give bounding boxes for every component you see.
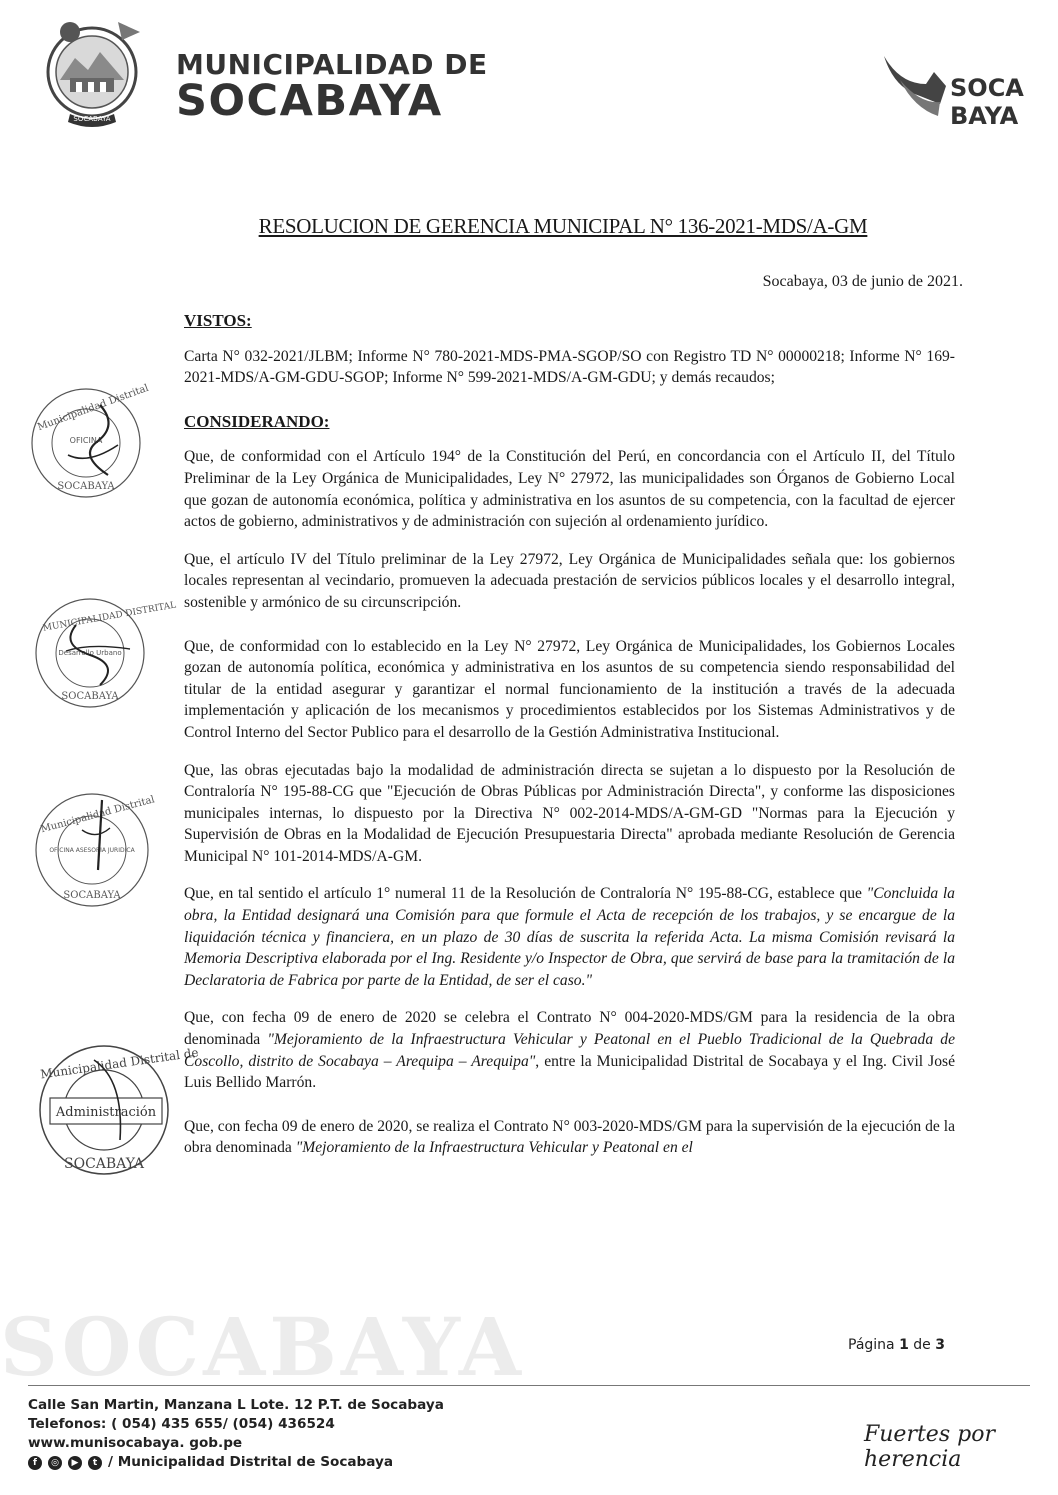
stamp-2-center-text: Desarrollo Urbano <box>58 649 122 657</box>
footer-address: Calle San Martin, Manzana L Lote. 12 P.T. de Socabaya <box>28 1397 444 1413</box>
stamp-oficina <box>28 382 151 501</box>
considerando-paragraph-2: Que, el artículo IV del Título preliminar de la Ley 27972, Ley Orgánica de Municipalidades señala que: los gobiernos locales representan al vecindario, promueven la adecuada prestación de servicios públicos locales y el desarrollo integral, sostenible y armónico de su circunscripción. <box>184 550 955 611</box>
stamp-3-bottom-text: SOCABAYA <box>63 890 121 901</box>
stamp-1-center-text: OFICINA <box>69 436 103 445</box>
p5-quote: "Concluida la obra, la Entidad designará una Comisión para que formule el Acta de recepción de los trabajos, y se encargue de la liquidación técnica y financiera, en un plazo de 30 días de suscrita la referida Acta. La misma Comisión revisará la Memoria Descriptiva elaborada por el Ing. Residente y/o Inspector de Obra, que servirá de base para la tramitación de la Declaratoria de Fabrica por parte de la Entidad, de ser el caso." <box>184 885 955 989</box>
p6-text-b: , entre la Municipalidad Distrital de Socabaya y el Ing. Civil José Luis Bellido Marrón. <box>184 1052 955 1092</box>
instagram-icon[interactable]: ◎ <box>48 1456 62 1470</box>
youtube-icon[interactable]: ▶ <box>68 1456 82 1470</box>
brand-line-2: SOCABAYA <box>176 76 443 126</box>
right-logo-line-1: SOCA <box>950 74 1024 102</box>
considerando-paragraph-5 <box>184 883 955 991</box>
footer-contact <box>28 1396 444 1472</box>
stamp-1-bottom-text: SOCABAYA <box>57 481 115 492</box>
stamp-3-center-text: OFICINA ASESORIA JURIDICA <box>49 847 135 854</box>
facebook-icon[interactable]: f <box>28 1456 42 1470</box>
stamp-4-center-text: Administración <box>55 1105 157 1120</box>
considerando-paragraph-6 <box>184 1007 955 1093</box>
socabaya-bull-logo <box>880 42 1024 142</box>
p5-lead: Que, en tal sentido el artículo 1° numeral 11 de la Resolución de Contraloría N° 195-88-CG, establece que <box>184 885 862 903</box>
slogan-text: Fuertes por herencia <box>864 1422 995 1472</box>
vistos-paragraph: Carta N° 032-2021/JLBM; Informe N° 780-2021-MDS-PMA-SGOP/SO con Registro TD N° 00000218; Informe N° 169-2021-MDS/A-GM-GDU-SGOP; Informe N° 599-2021-MDS/A-GM-GDU; y demás recaudos; <box>184 347 955 387</box>
document-body <box>184 310 955 1175</box>
seal-ribbon-text: SOCABAYA <box>73 115 111 123</box>
p6-project-name: "Mejoramiento de la Infraestructura Vehicular y Peatonal en el Pueblo Tradicional de la Quebrada de Coscollo, distrito de Socabaya – Arequipa – Arequipa" <box>184 1031 956 1070</box>
stamp-1-ring-text: Municipalidad Distrital <box>36 382 151 434</box>
considerando-paragraph-4: Que, las obras ejecutadas bajo la modalidad de administración directa se sujetan a lo dispuesto por la Resolución de Contraloría N° 195-88-CG que "Ejecución de Obras Públicas por Administración Directa", y conforme las disposiciones municipales internas, lo dispuesto por la Directiva N° 002-2014-MDS/A-GM-GD "Normas para la Ejecución y Supervisión de Obras en la Modalidad de Ejecución Presupuestaria Directa" aprobada mediante Resolución de Gerencia Municipal N° 101-2014-MDS/A-GM. <box>184 761 955 865</box>
watermark-text: SOCABAYA <box>0 1300 525 1394</box>
page-label: Página <box>848 1337 900 1353</box>
considerando-paragraph-7 <box>184 1116 955 1159</box>
stamp-administracion <box>24 1040 200 1180</box>
municipal-seal-logo <box>30 10 160 135</box>
social-label: / Municipalidad Distrital de Socabaya <box>108 1454 394 1470</box>
stamp-desarrollo-urbano <box>30 595 177 711</box>
resolution-date: Socabaya, 03 de junio de 2021. <box>762 273 963 290</box>
considerando-heading: CONSIDERANDO: <box>184 411 330 431</box>
stamp-asesoria-juridica <box>32 790 154 912</box>
p7-project-name: "Mejoramiento de la Infraestructura Vehicular y Peatonal en el <box>295 1139 693 1157</box>
stamp-4-ring-text: Municipalidad Distrital de <box>39 1045 200 1082</box>
footer-divider <box>28 1385 1030 1386</box>
stamp-4-bottom-text: SOCABAYA <box>64 1156 144 1172</box>
page-total: 3 <box>935 1337 945 1353</box>
page-number <box>848 1337 945 1353</box>
twitter-icon[interactable]: t <box>88 1456 102 1470</box>
footer-phones: Telefonos: ( 054) 435 655/ (054) 436524 <box>28 1416 335 1432</box>
stamp-2-bottom-text: SOCABAYA <box>61 691 119 702</box>
p7-text-a: Que, con fecha 09 de enero de 2020, se realiza el Contrato N° 003-2020-MDS/GM para la supervisión de la ejecución de la obra denominada <box>184 1117 955 1157</box>
page-sep: de <box>908 1337 936 1353</box>
stamp-3-ring-text: Municipalidad Distrital <box>39 794 156 836</box>
stamp-2-ring-text: MUNICIPALIDAD DISTRITAL <box>42 600 177 634</box>
page-current: 1 <box>899 1337 909 1353</box>
resolution-title: RESOLUCION DE GERENCIA MUNICIPAL N° 136-2021-MDS/A-GM <box>258 214 868 238</box>
municipality-brand <box>176 48 488 126</box>
considerando-paragraph-1: Que, de conformidad con el Artículo 194° de la Constitución del Perú, en concordancia con el Artículo II, del Título Preliminar de la Ley Orgánica de Municipalidades, Ley N° 27972, las municipalidades son Órganos de Gobierno Local que gozan de autonomía económica, política y administrativa en los asuntos de su competencia, con la facultad de ejercer actos de gobierno, administrativos y de administración con sujeción al ordenamiento jurídico. <box>184 448 955 531</box>
p6-text-a: Que, con fecha 09 de enero de 2020 se celebra el Contrato N° 004-2020-MDS/GM para la residencia de la obra denominada <box>184 1009 955 1049</box>
footer-website[interactable]: www.munisocabaya. gob.pe <box>28 1435 243 1451</box>
right-logo-line-2: BAYA <box>950 102 1019 130</box>
vistos-heading: VISTOS: <box>184 311 252 330</box>
brand-line-1: MUNICIPALIDAD DE <box>176 48 488 81</box>
considerando-paragraph-3: Que, de conformidad con lo establecido en la Ley N° 27972, Ley Orgánica de Municipalidades, los Gobiernos Locales gozan de autonomía política, económica y administrativa en los asuntos de su competencia siendo responsabilidad del titular de la entidad asegurar y garantizar el normal funcionamiento de la institución a través de la adecuada implementación y aplicación de los mecanismos y procedimientos establecidos por los Sistemas Administrativos y de Control Interno del Sector Publico para el desarrollo de la Gestión Administrativa Institucional. <box>184 637 955 741</box>
social-row <box>28 1453 444 1472</box>
